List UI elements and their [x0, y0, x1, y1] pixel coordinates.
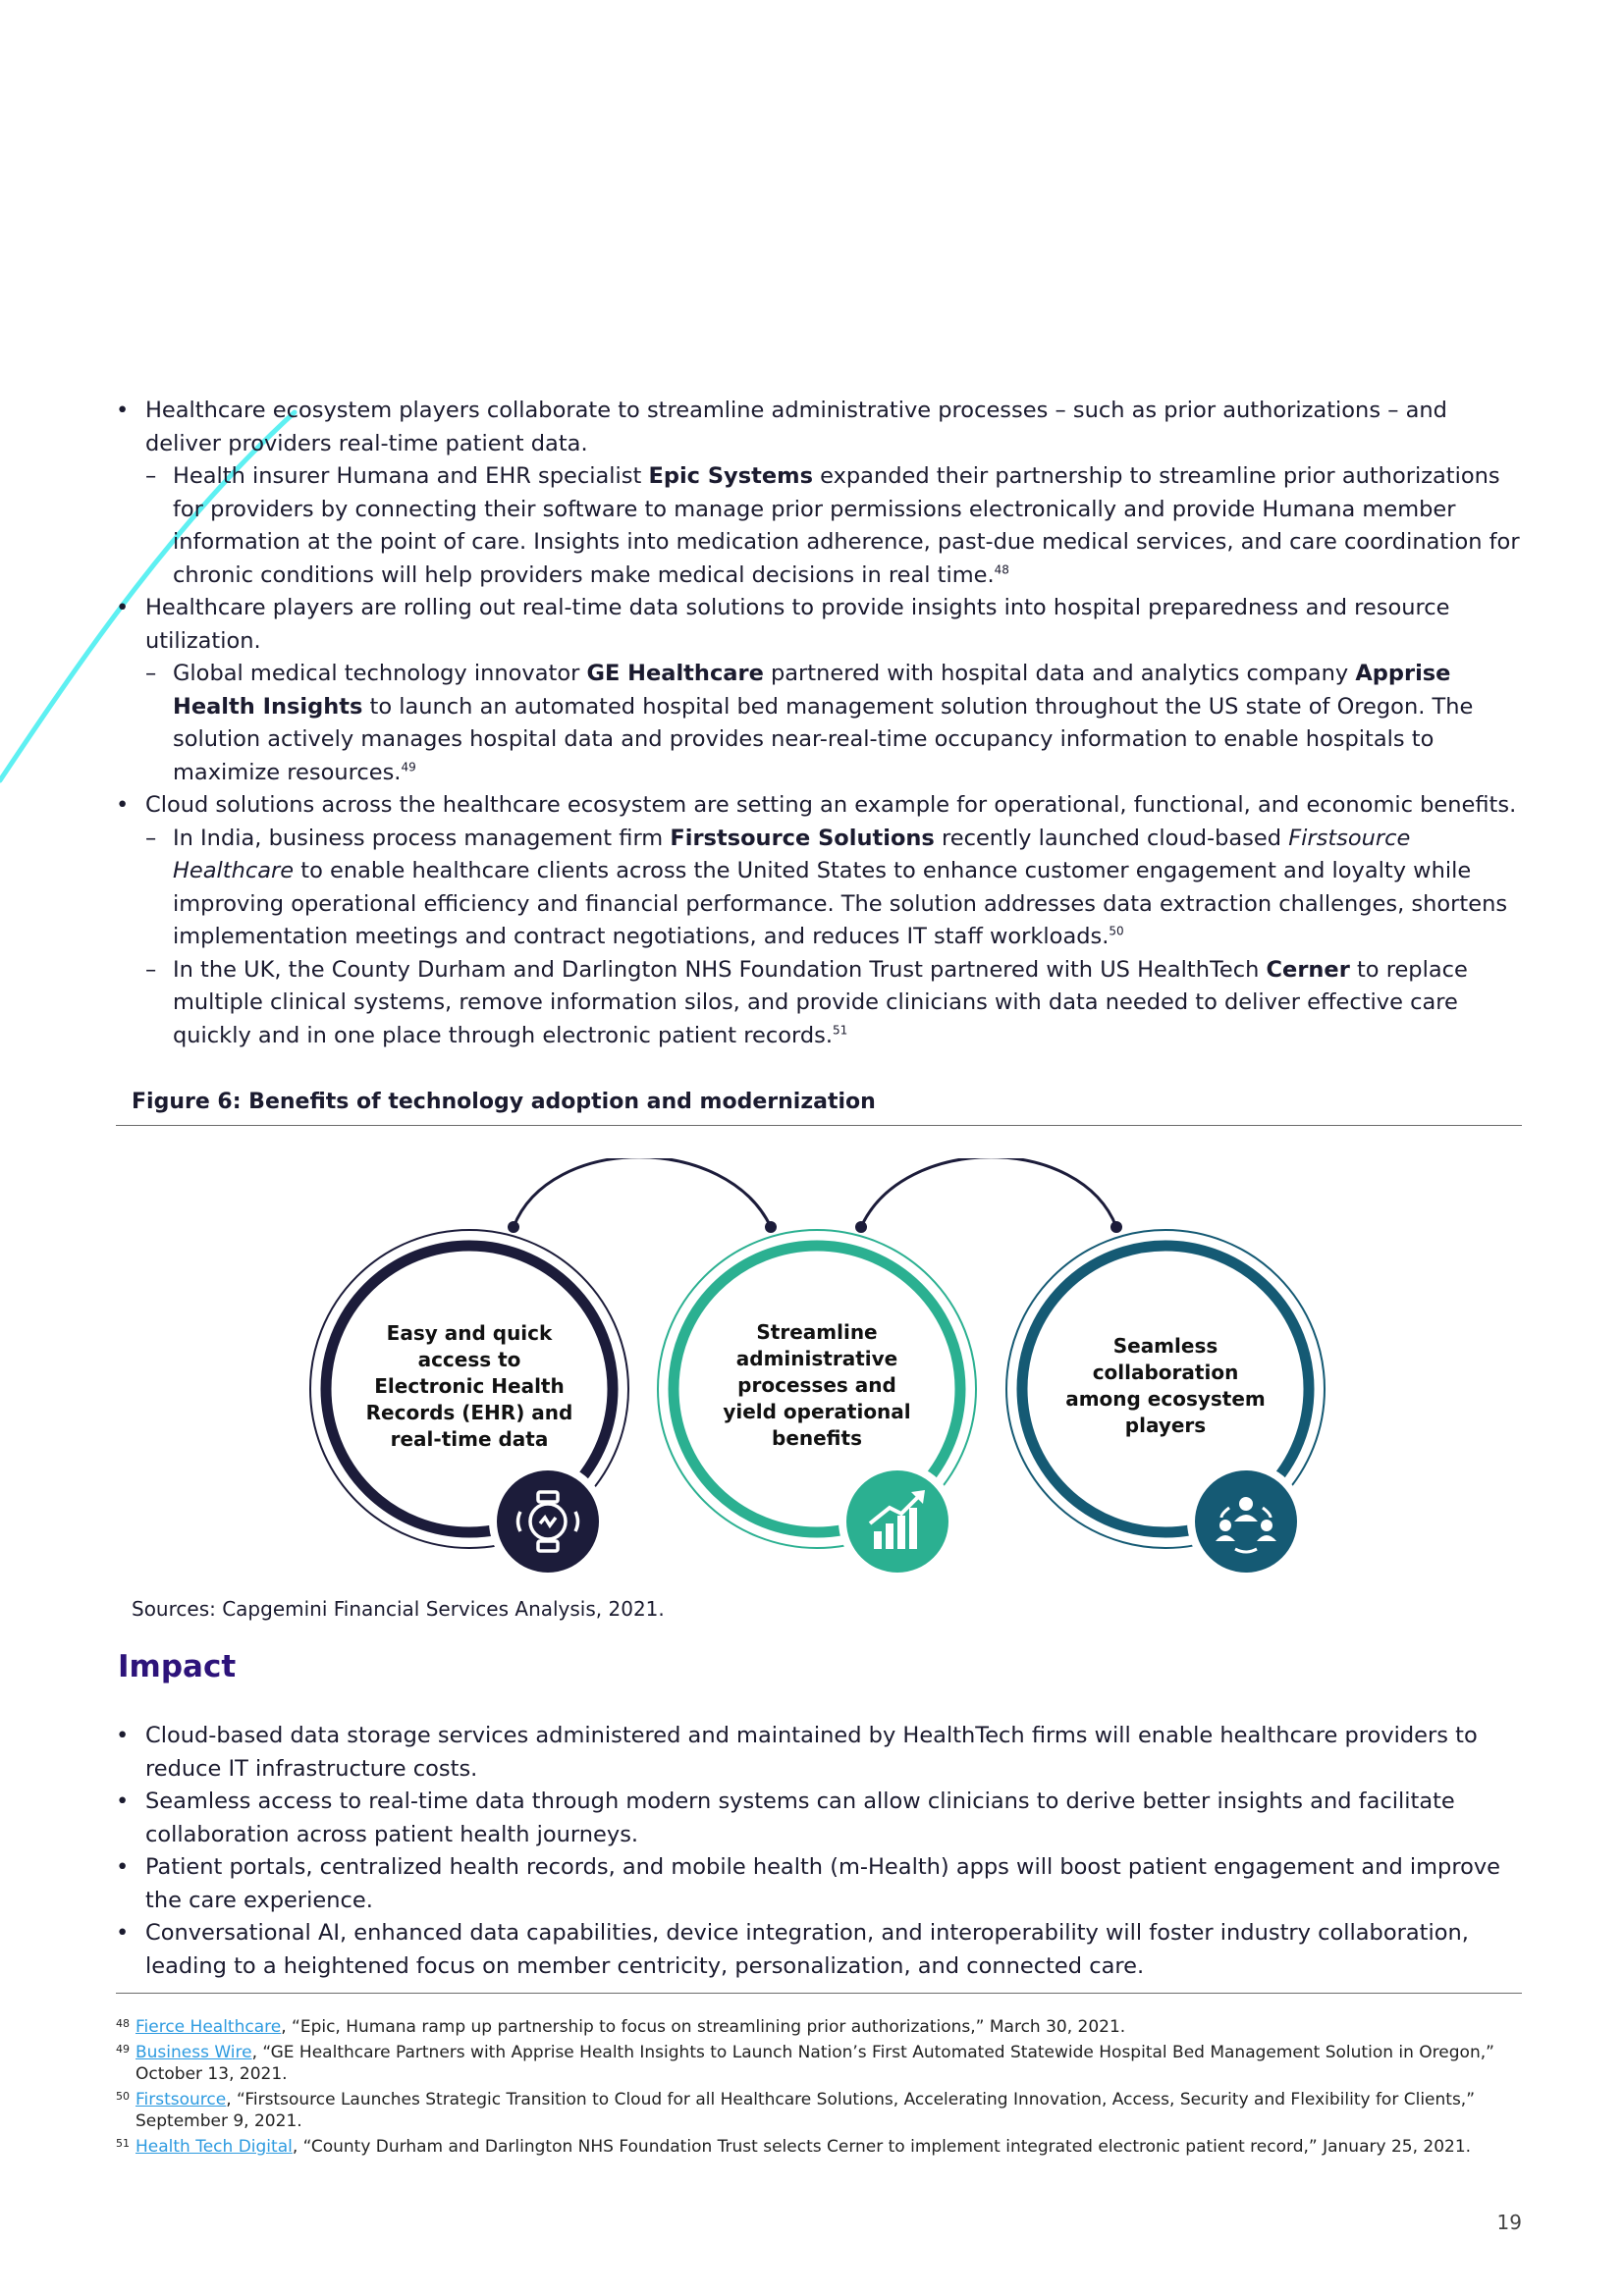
ring-label-ehr: Easy and quick access to Electronic Health Records (EHR) and real-time data: [365, 1321, 573, 1451]
footnote: 50 Firstsource, “Firstsource Launches Strategic Transition to Cloud for all Healthcare Solutions, Accelerating Innovation, Access, Security and Flexibility for Clients,” September 9, 2021.: [116, 2090, 1476, 2131]
divider: [116, 1993, 1522, 1994]
list-item: [116, 592, 1522, 789]
product-name: Firstsource Healthcare: [173, 825, 1411, 883]
connector-dot: [508, 1221, 519, 1233]
connector-dot: [1110, 1221, 1122, 1233]
company-ge-healthcare: GE Healthcare: [586, 661, 764, 686]
list-item: • Patient portals, centralized health records, and mobile health (m-Health) apps will boost patient engagement and improve the care experience.: [116, 1851, 1522, 1917]
sub-list-item: – Health insurer Humana and EHR specialist Epic Systems expanded their partnership to streamline prior authorizations for providers by connecting their software to manage prior permissions electronically and provide Humana member information at the point of care. Insights into medication adherence, past-due medical services, and care coordination for chronic conditions will help providers make medical decisions in real time.$^{48}$: [145, 460, 1522, 592]
footnote-link[interactable]: Business Wire: [135, 2043, 252, 2062]
bullet-text: Healthcare ecosystem players collaborate to streamline administrative processes – such as prior authorizations – and deliver providers real-time patient data.: [145, 398, 1447, 456]
company-epic: Epic Systems: [648, 463, 813, 489]
connector-dot: [765, 1221, 777, 1233]
footnote-link[interactable]: Firstsource: [135, 2090, 227, 2109]
connector-dot: [855, 1221, 867, 1233]
ring-label-collaboration: Seamless collaboration among ecosystem players: [1065, 1334, 1266, 1437]
section-heading-impact: Impact: [118, 1649, 237, 1684]
company-firstsource: Firstsource Solutions: [670, 825, 935, 851]
footnote: 49 Business Wire, “GE Healthcare Partners with Apprise Health Insights to Launch Nation’s First Automated Statewide Hospital Bed Management Solution in Oregon,” October 13, 2021.: [116, 2043, 1494, 2084]
ring-label-admin: Streamline administrative processes and yield operational benefits: [723, 1320, 911, 1450]
company-apprise: Apprise Health Insights: [173, 661, 1451, 720]
bullet-text: Healthcare players are rolling out real-time data solutions to provide insights into hospital preparedness and resource utilization.: [145, 595, 1450, 654]
list-item: [116, 789, 1522, 1052]
sub-list-item: – In the UK, the County Durham and Darlington NHS Foundation Trust partnered with US HealthTech Cerner to replace multiple clinical systems, remove information silos, and provide clinicians with data needed to deliver effective care quickly and in one place through electronic patient records.$^{51}$: [145, 954, 1522, 1053]
main-content: [116, 395, 1522, 1052]
divider: [116, 1125, 1522, 1126]
figure-title: Figure 6: Benefits of technology adoption and modernization: [132, 1090, 876, 1114]
bullet-list: [116, 395, 1522, 1052]
footnotes: [116, 2016, 1530, 2162]
footnote-ref: 50: [1109, 924, 1124, 938]
company-cerner: Cerner: [1266, 956, 1350, 983]
impact-section: [116, 1720, 1522, 1983]
footnote-ref: 51: [832, 1023, 848, 1037]
footnote: 48 Fierce Healthcare, “Epic, Humana ramp up partnership to focus on streamlining prior authorizations,” March 30, 2021.: [116, 2017, 1126, 2037]
connector-arc: [861, 1158, 1116, 1227]
list-item: • Seamless access to real-time data through modern systems can allow clinicians to derive better insights and facilitate collaboration across patient health journeys.: [116, 1786, 1522, 1851]
footnote-ref: 48: [994, 562, 1009, 576]
footnote: 51 Health Tech Digital, “County Durham and Darlington NHS Foundation Trust selects Cerner to implement integrated electronic patient record,” January 25, 2021.: [116, 2137, 1472, 2157]
footnote-link[interactable]: Fierce Healthcare: [135, 2017, 282, 2037]
page-number: 19: [1496, 2211, 1522, 2234]
figure-sources: Sources: Capgemini Financial Services Analysis, 2021.: [132, 1597, 665, 1621]
list-item: [116, 395, 1522, 592]
impact-list: [116, 1720, 1522, 1983]
footnote-link[interactable]: Health Tech Digital: [135, 2137, 293, 2157]
connector-arc: [514, 1158, 771, 1227]
list-item: • Conversational AI, enhanced data capabilities, device integration, and interoperability will foster industry collaboration, leading to a heightened focus on member centricity, personalization, and connected care.: [116, 1917, 1522, 1983]
footnote-ref: 49: [401, 760, 416, 774]
bullet-text: Cloud solutions across the healthcare ecosystem are setting an example for operational, functional, and economic benefits.: [145, 792, 1517, 818]
sub-list-item: – In India, business process management firm Firstsource Solutions recently launched cloud-based Firstsource Healthcare to enable healthcare clients across the United States to enhance customer engagement and loyalty while improving operational efficiency and financial performance. The solution addresses data extraction challenges, shortens implementation meetings and contract negotiations, and reduces IT staff workloads.$^{50}$: [145, 823, 1522, 954]
sub-list-item: – Global medical technology innovator GE Healthcare partnered with hospital data and analytics company Apprise Health Insights to launch an automated hospital bed management solution throughout the US state of Oregon. The solution actively manages hospital data and provides near-real-time occupancy information to enable hospitals to maximize resources.$^{49}$: [145, 658, 1522, 789]
list-item: • Cloud-based data storage services administered and maintained by HealthTech firms will enable healthcare providers to reduce IT infrastructure costs.: [116, 1720, 1522, 1786]
